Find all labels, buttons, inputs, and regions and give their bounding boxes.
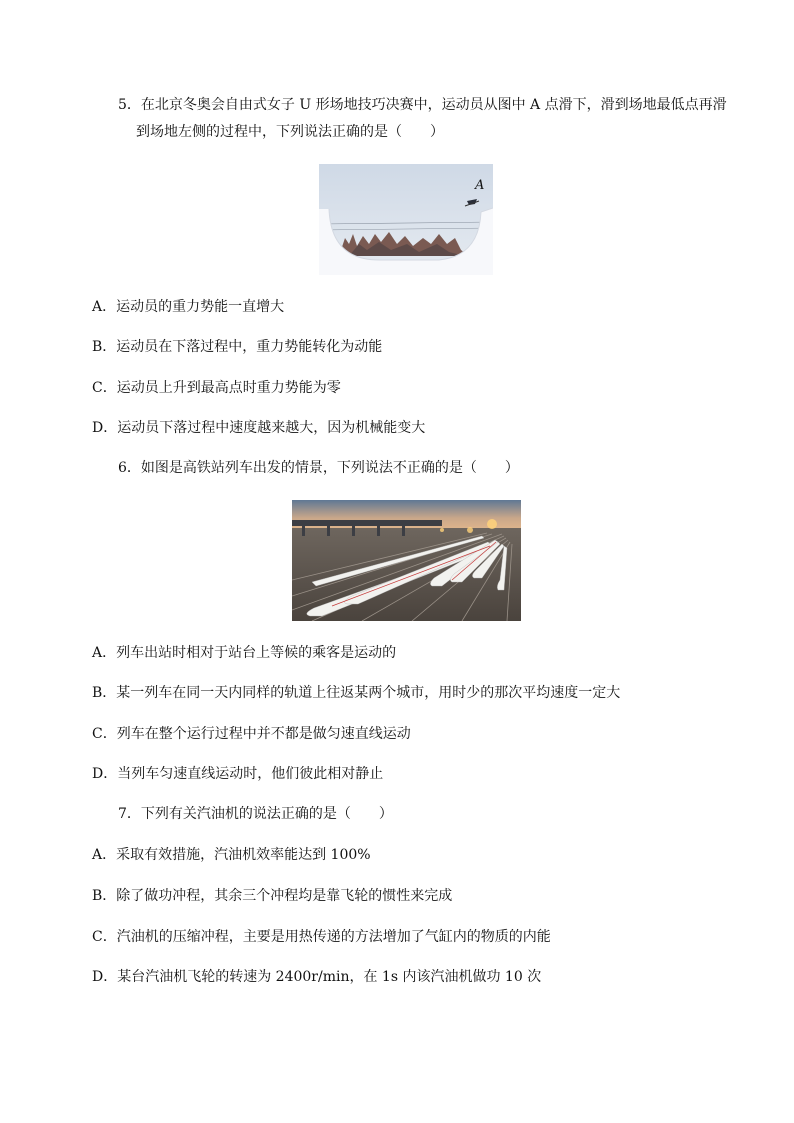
question-7-option-c: C．汽油机的压缩冲程，主要是用热传递的方法增加了气缸内的物质的内能 bbox=[92, 929, 551, 945]
question-5-option-c: C．运动员上升到最高点时重力势能为零 bbox=[92, 380, 341, 396]
question-6-stem: 6．如图是高铁站列车出发的情景，下列说法不正确的是（ ） bbox=[118, 460, 519, 476]
question-5-option-d: D．运动员下落过程中速度越来越大，因为机械能变大 bbox=[92, 420, 426, 436]
question-7-option-a: A．采取有效措施，汽油机效率能达到 100% bbox=[92, 847, 371, 863]
halfpipe-figure bbox=[319, 164, 493, 275]
question-7-option-d: D．某台汽油机飞轮的转速为 2400r/min，在 1s 内该汽油机做功 10 次 bbox=[92, 969, 542, 985]
question-5-stem: 5．在北京冬奥会自由式女子 U 形场地技巧决赛中，运动员从图中 A 点滑下，滑到场地最低点再滑 bbox=[118, 97, 727, 113]
question-6-option-b: B．某一列车在同一天内同样的轨道上往返某两个城市，用时少的那次平均速度一定大 bbox=[92, 685, 621, 701]
question-5-stem-continued: 到场地左侧的过程中，下列说法正确的是（ ） bbox=[136, 124, 444, 140]
question-6-option-a: A．列车出站时相对于站台上等候的乘客是运动的 bbox=[92, 645, 397, 661]
question-6-option-d: D．当列车匀速直线运动时，他们彼此相对静止 bbox=[92, 766, 384, 782]
question-7-option-b: B．除了做功冲程，其余三个冲程均是靠飞轮的惯性来完成 bbox=[92, 888, 453, 904]
train-station-figure bbox=[292, 500, 521, 621]
point-a-label: A bbox=[475, 178, 485, 193]
question-6-option-c: C．列车在整个运行过程中并不都是做匀速直线运动 bbox=[92, 726, 411, 742]
question-5-option-a: A．运动员的重力势能一直增大 bbox=[92, 299, 285, 315]
question-7-stem: 7．下列有关汽油机的说法正确的是（ ） bbox=[118, 806, 393, 822]
question-5-option-b: B．运动员在下落过程中，重力势能转化为动能 bbox=[92, 339, 383, 355]
